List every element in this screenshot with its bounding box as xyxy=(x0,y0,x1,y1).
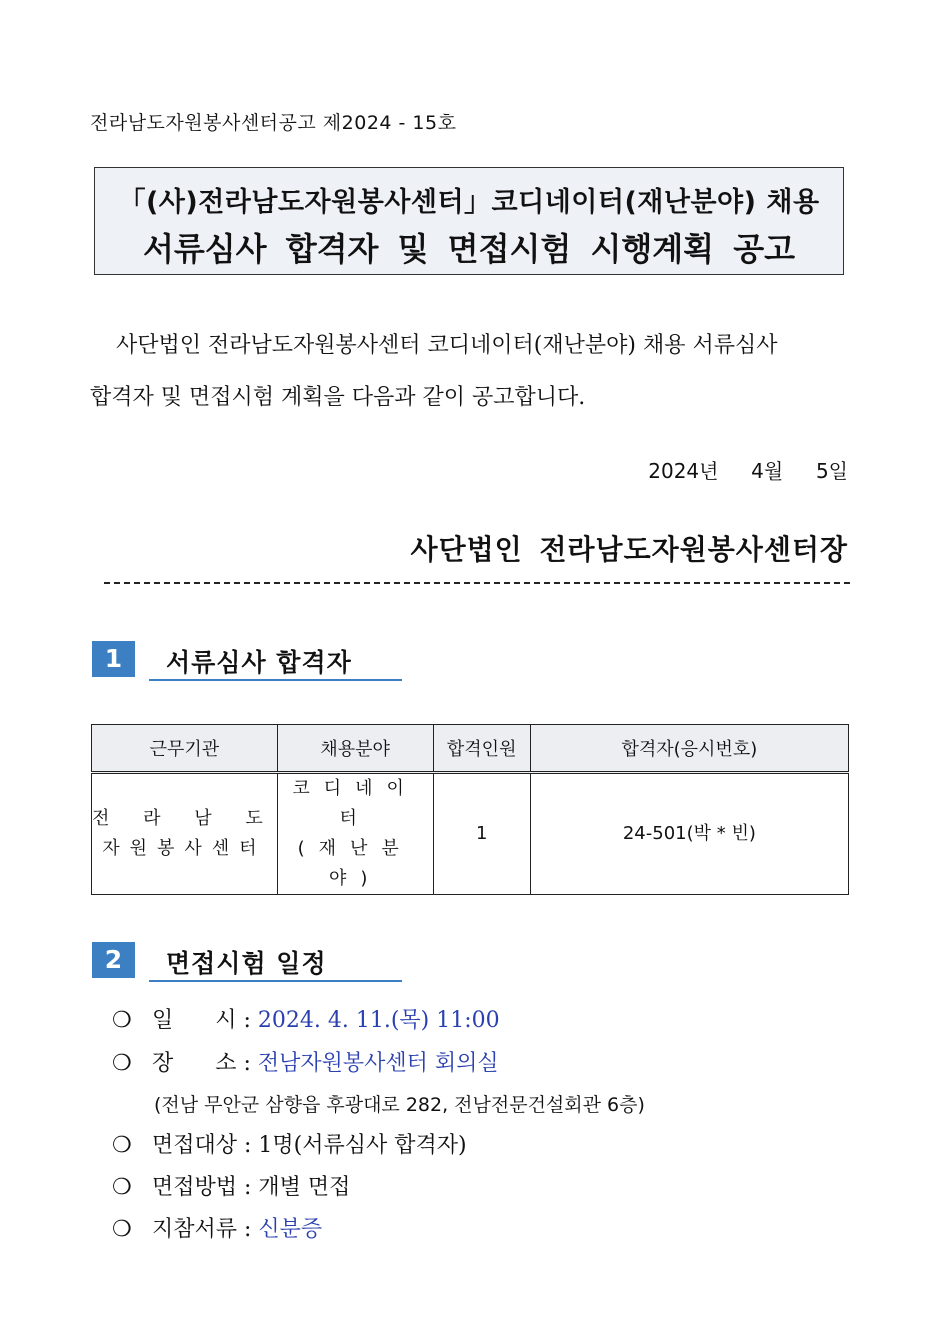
list-item-documents: ❍ 지참서류 : 신분증 xyxy=(112,1217,323,1242)
cell-field xyxy=(277,773,433,895)
section-1-number: 1 xyxy=(92,641,135,677)
list-item-method: ❍ 면접방법 : 개별 면접 xyxy=(112,1175,351,1200)
announcement-body xyxy=(90,320,848,424)
passers-table xyxy=(91,724,849,895)
field-line-1: 코디네이터 xyxy=(292,778,418,829)
header-passer: 합격자(응시번호) xyxy=(530,725,848,773)
section-1-title: 서류심사 합격자 xyxy=(166,648,352,677)
bullet-icon: ❍ xyxy=(112,1217,132,1242)
location-address-note: (전남 무안군 삼향읍 후광대로 282, 전남전문건설회관 6층) xyxy=(154,1094,645,1116)
org-line-2: 자원봉사센터 xyxy=(102,838,267,859)
body-line-1: 사단법인 전라남도자원봉사센터 코디네이터(재난분야) 채용 서류심사 xyxy=(116,333,778,358)
cell-org xyxy=(92,773,278,895)
bullet-icon: ❍ xyxy=(112,1175,132,1200)
announcement-date: 2024년 4월 5일 xyxy=(648,459,848,483)
section-1-underline xyxy=(149,679,402,681)
field-line-2: (재난분야) xyxy=(297,838,413,889)
header-org: 근무기관 xyxy=(92,725,278,773)
table-header-row xyxy=(92,725,849,773)
bullet-icon: ❍ xyxy=(112,1008,132,1033)
section-2-underline xyxy=(149,980,402,982)
section-2-header xyxy=(92,942,402,982)
header-field: 채용분야 xyxy=(277,725,433,773)
list-item-datetime: ❍ 일 시 : 2024. 4. 11.(목) 11:00 xyxy=(112,1008,500,1033)
body-line-2: 합격자 및 면접시험 계획을 다음과 같이 공고합니다. xyxy=(90,385,586,410)
table-row xyxy=(92,773,849,895)
section-2-title: 면접시험 일정 xyxy=(166,949,327,978)
cell-count: 1 xyxy=(433,773,530,895)
title-line-2: 서류심사 합격자 및 면접시험 시행계획 공고 xyxy=(142,230,796,268)
cell-passer: 24-501(박 * 빈) xyxy=(530,773,848,895)
section-1-header xyxy=(92,641,402,681)
separator-line xyxy=(104,582,850,584)
title-line-1: 「(사)전라남도자원봉사센터」코디네이터(재난분야) 채용 xyxy=(118,187,820,218)
notice-number: 전라남도자원봉사센터공고 제2024 - 15호 xyxy=(90,112,457,134)
bullet-icon: ❍ xyxy=(112,1051,132,1076)
list-item-location: ❍ 장 소 : 전남자원봉사센터 회의실 xyxy=(112,1051,499,1076)
bullet-icon: ❍ xyxy=(112,1133,132,1158)
title-box xyxy=(94,167,844,275)
issuer-name: 사단법인 전라남도자원봉사센터장 xyxy=(410,533,848,566)
list-item-target: ❍ 면접대상 : 1명(서류심사 합격자) xyxy=(112,1133,467,1158)
header-count: 합격인원 xyxy=(433,725,530,773)
org-line-1: 전 라 남 도 xyxy=(92,808,277,829)
section-2-number: 2 xyxy=(92,942,135,978)
